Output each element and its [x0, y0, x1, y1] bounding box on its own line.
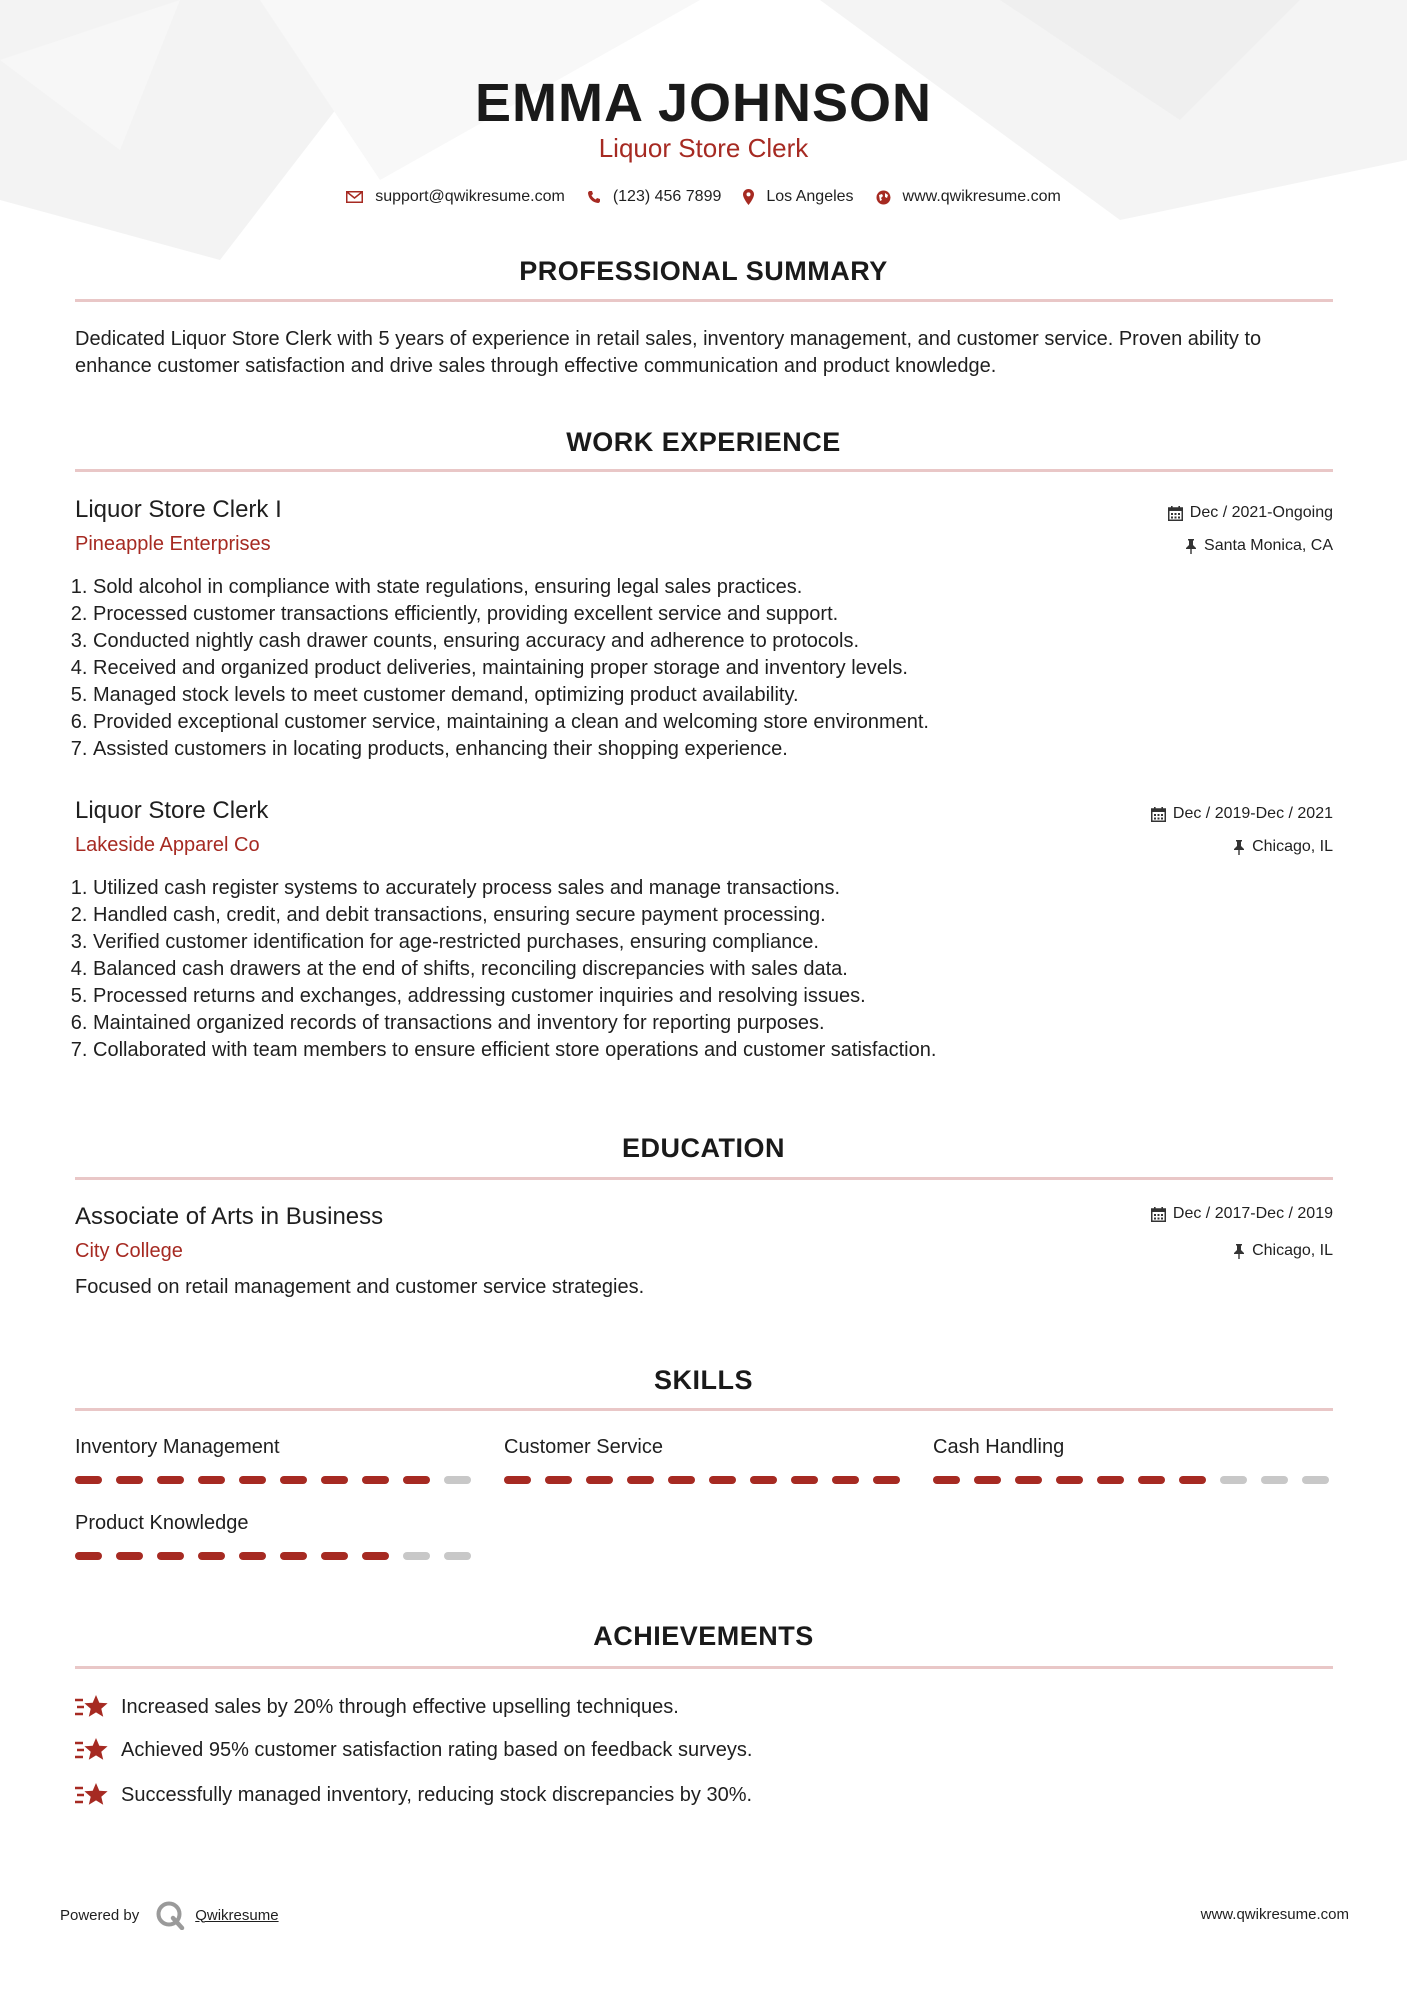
list-item: 7. Collaborated with team members to ensure efficient store operations and customer satisfaction.	[93, 1037, 1333, 1064]
section-divider	[75, 1408, 1333, 1411]
skill-dash-filled	[1015, 1476, 1042, 1484]
envelope-icon	[346, 191, 363, 203]
skill-dash-empty	[444, 1552, 471, 1560]
skill-dash-filled	[239, 1552, 266, 1560]
skill-dash-filled	[1056, 1476, 1083, 1484]
skill-label: Customer Service	[504, 1436, 663, 1458]
job-location	[1185, 537, 1333, 555]
globe-icon	[876, 190, 891, 205]
list-item: 3. Verified customer identification for age-restricted purchases, ensuring compliance.	[93, 929, 1333, 956]
list-item: 5. Processed returns and exchanges, addressing customer inquiries and resolving issues.	[93, 983, 1333, 1010]
skill-dash-filled	[280, 1476, 307, 1484]
pushpin-icon	[1185, 539, 1197, 554]
star-icon	[75, 1694, 109, 1720]
achievement-text: Achieved 95% customer satisfaction rating based on feedback surveys.	[121, 1738, 753, 1761]
skill-dash-empty	[1220, 1476, 1247, 1484]
skill-product-knowledge	[75, 1512, 475, 1535]
skill-dash-filled	[362, 1476, 389, 1484]
brand-link[interactable]: Qwikresume	[195, 1906, 279, 1924]
education-degree: Associate of Arts in Business	[75, 1203, 384, 1230]
section-title-experience: WORK EXPERIENCE	[566, 427, 841, 457]
skill-dash-filled	[157, 1476, 184, 1484]
achievement-item	[75, 1737, 752, 1763]
skill-dash-filled	[668, 1476, 695, 1484]
job-title: Liquor Store Clerk I	[75, 496, 282, 523]
skill-dash-filled	[198, 1552, 225, 1560]
star-icon	[75, 1737, 109, 1763]
list-item: 4. Balanced cash drawers at the end of shifts, reconciling discrepancies with sales data.	[93, 956, 1333, 983]
job-location-text: Chicago, IL	[1252, 838, 1333, 855]
calendar-icon	[1151, 1207, 1166, 1222]
list-item: 5. Managed stock levels to meet customer demand, optimizing product availability.	[93, 682, 1333, 709]
achievement-item	[75, 1782, 752, 1808]
skill-dash-filled	[933, 1476, 960, 1484]
skill-dash-filled	[545, 1476, 572, 1484]
section-divider	[75, 469, 1333, 472]
candidate-role: Liquor Store Clerk	[598, 133, 809, 163]
job-dates	[1151, 805, 1333, 823]
contact-website-text: www.qwikresume.com	[902, 188, 1061, 205]
pushpin-icon	[1233, 840, 1245, 855]
star-icon	[75, 1782, 109, 1808]
contact-email-text: support@qwikresume.com	[375, 188, 565, 205]
skill-dash-filled	[1179, 1476, 1206, 1484]
education-dates	[1151, 1205, 1333, 1223]
job-responsibilities	[75, 574, 1333, 763]
skill-dash-empty	[1302, 1476, 1329, 1484]
skill-customer-service	[504, 1436, 904, 1459]
skill-dash-empty	[403, 1552, 430, 1560]
section-divider	[75, 1177, 1333, 1180]
qwikresume-logo-icon	[155, 1900, 185, 1930]
contact-bar	[0, 188, 1407, 206]
job-location-text: Santa Monica, CA	[1204, 537, 1333, 554]
job-dates	[1168, 504, 1333, 522]
list-item: 6. Maintained organized records of transactions and inventory for reporting purposes.	[93, 1010, 1333, 1037]
footer-powered-by	[60, 1900, 279, 1930]
footer-website[interactable]: www.qwikresume.com	[1200, 1906, 1349, 1923]
skill-dash-filled	[750, 1476, 777, 1484]
skill-label: Product Knowledge	[75, 1512, 249, 1534]
section-title-achievements: ACHIEVEMENTS	[593, 1621, 814, 1651]
job-location	[1233, 838, 1333, 856]
list-item: 7. Assisted customers in locating products, enhancing their shopping experience.	[93, 736, 1333, 763]
skill-rating	[504, 1476, 904, 1484]
education-description: Focused on retail management and customer service strategies.	[75, 1276, 645, 1298]
skill-dash-filled	[1097, 1476, 1124, 1484]
skill-dash-filled	[403, 1476, 430, 1484]
education-dates-text: Dec / 2017-Dec / 2019	[1172, 1205, 1333, 1222]
skill-dash-filled	[791, 1476, 818, 1484]
skill-dash-filled	[873, 1476, 900, 1484]
job-title: Liquor Store Clerk	[75, 797, 269, 824]
skill-dash-filled	[709, 1476, 736, 1484]
section-divider	[75, 299, 1333, 302]
skill-dash-filled	[75, 1552, 102, 1560]
list-item: 3. Conducted nightly cash drawer counts, ensuring accuracy and adherence to protocols.	[93, 628, 1333, 655]
contact-email[interactable]	[346, 188, 565, 206]
skill-dash-filled	[321, 1552, 348, 1560]
skill-dash-filled	[198, 1476, 225, 1484]
skill-dash-empty	[1261, 1476, 1288, 1484]
contact-location-text: Los Angeles	[766, 188, 854, 205]
job-company: Lakeside Apparel Co	[75, 834, 260, 856]
skill-dash-filled	[974, 1476, 1001, 1484]
calendar-icon	[1168, 506, 1183, 521]
skill-dash-filled	[586, 1476, 613, 1484]
skill-inventory-management	[75, 1436, 475, 1459]
skill-dash-filled	[239, 1476, 266, 1484]
list-item: 1. Utilized cash register systems to accurately process sales and manage transactions.	[93, 875, 1333, 902]
skill-dash-filled	[280, 1552, 307, 1560]
skill-rating	[933, 1476, 1333, 1484]
pushpin-icon	[1233, 1244, 1245, 1259]
skill-dash-filled	[362, 1552, 389, 1560]
skill-label: Inventory Management	[75, 1436, 280, 1458]
contact-phone-text: (123) 456 7899	[612, 188, 722, 205]
skill-label: Cash Handling	[933, 1436, 1065, 1458]
skill-dash-filled	[116, 1476, 143, 1484]
section-title-skills: SKILLS	[653, 1365, 753, 1395]
job-responsibilities	[75, 875, 1333, 1064]
list-item: 2. Handled cash, credit, and debit transactions, ensuring secure payment processing.	[93, 902, 1333, 929]
contact-location	[743, 188, 853, 206]
achievement-text: Successfully managed inventory, reducing stock discrepancies by 30%.	[121, 1783, 753, 1806]
skill-dash-filled	[75, 1476, 102, 1484]
education-school: City College	[75, 1240, 183, 1262]
list-item: 6. Provided exceptional customer service, maintaining a clean and welcoming store environment.	[93, 709, 1333, 736]
skill-dash-filled	[832, 1476, 859, 1484]
skill-dash-empty	[444, 1476, 471, 1484]
skill-cash-handling	[933, 1436, 1333, 1459]
list-item: 4. Received and organized product deliveries, maintaining proper storage and inventory levels.	[93, 655, 1333, 682]
skill-dash-filled	[321, 1476, 348, 1484]
contact-website[interactable]	[876, 188, 1061, 206]
job-company: Pineapple Enterprises	[75, 533, 271, 555]
skill-dash-filled	[116, 1552, 143, 1560]
achievement-item	[75, 1694, 679, 1720]
education-location-text: Chicago, IL	[1252, 1242, 1333, 1259]
section-divider	[75, 1666, 1333, 1669]
candidate-name: EMMA JOHNSON	[474, 73, 933, 133]
skill-dash-filled	[627, 1476, 654, 1484]
skill-dash-filled	[504, 1476, 531, 1484]
achievement-text: Increased sales by 20% through effective upselling techniques.	[121, 1695, 679, 1718]
section-title-education: EDUCATION	[622, 1133, 785, 1163]
skill-rating	[75, 1476, 475, 1484]
education-location	[1233, 1242, 1333, 1260]
skill-dash-filled	[1138, 1476, 1165, 1484]
list-item: 2. Processed customer transactions efficiently, providing excellent service and support.	[93, 601, 1333, 628]
phone-icon	[587, 190, 601, 204]
contact-phone[interactable]	[587, 188, 722, 206]
list-item: 1. Sold alcohol in compliance with state regulations, ensuring legal sales practices.	[93, 574, 1333, 601]
map-pin-icon	[743, 189, 754, 205]
job-dates-text: Dec / 2021-Ongoing	[1189, 504, 1333, 521]
job-dates-text: Dec / 2019-Dec / 2021	[1172, 805, 1333, 822]
skill-rating	[75, 1552, 475, 1560]
summary-text: Dedicated Liquor Store Clerk with 5 years of experience in retail sales, inventory management, and customer service. Proven ability to enhance customer satisfaction and drive sales through effective communication and product knowledge.	[75, 328, 1262, 377]
section-title-summary: PROFESSIONAL SUMMARY	[519, 256, 888, 286]
calendar-icon	[1151, 807, 1166, 822]
skill-dash-filled	[157, 1552, 184, 1560]
powered-by-label: Powered by	[60, 1906, 140, 1924]
